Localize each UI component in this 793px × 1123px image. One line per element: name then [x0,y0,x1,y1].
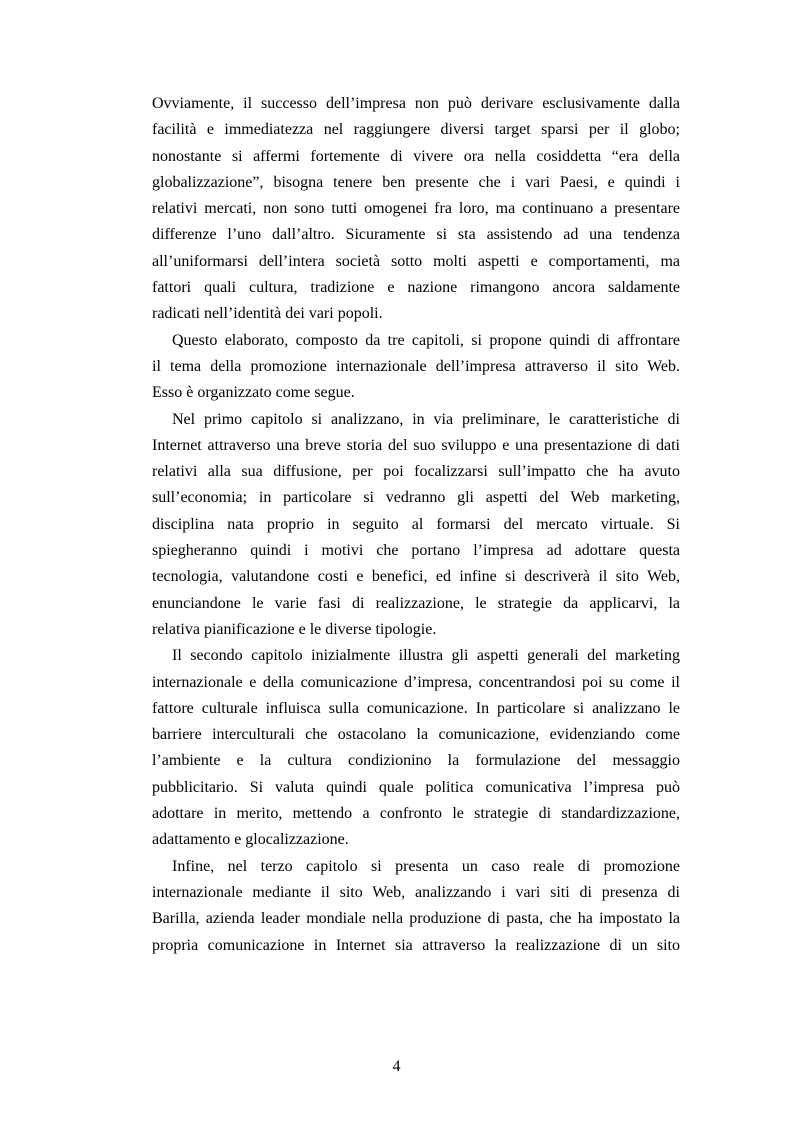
text-line: radicati nell’identità dei vari popoli. [152,305,383,323]
text-line: Ovviamente, il successo dell’impresa non può derivare esclusivamente dalla [152,95,680,112]
paragraph-1 [152,91,680,328]
text-line: Infine, nel terzo capitolo si presenta un caso reale di promozione [172,857,680,875]
text-line: relativa pianificazione e le diverse tipologie. [152,620,437,638]
text-line: Barilla, azienda leader mondiale nella produzione di pasta, che ha impostato la [152,910,680,928]
text-line: tecnologia, valutandone costi e benefici, ed infine si descriverà il sito Web, [152,568,680,586]
text-line: nonostante si affermi fortemente di vivere ora nella cosiddetta “era della [152,147,680,165]
paragraph-3 [152,407,680,644]
text-line: l’ambiente e la cultura condizionino la formulazione del messaggio [152,752,680,770]
text-line: Nel primo capitolo si analizzano, in via preliminare, le caratteristiche di [172,410,680,428]
text-line: spiegheranno quindi i motivi che portano l’impresa ad adottare questa [152,542,680,560]
text-line: relativi alla sua diffusione, per poi focalizzarsi sull’impatto che ha avuto [152,463,680,481]
text-line: propria comunicazione in Internet sia attraverso la realizzazione di un sito [152,936,680,954]
paragraph-4 [152,643,680,853]
text-line: fattore culturale influisca sulla comunicazione. In particolare si analizzano le [152,699,680,717]
body-text [152,91,680,959]
page-number: 4 [392,1058,401,1075]
text-line: internazionale mediante il sito Web, analizzando i vari siti di presenza di [152,883,680,901]
text-line: all’uniformarsi dell’intera società sotto molti aspetti e comportamenti, ma [152,252,680,270]
paragraph-2 [152,328,680,407]
paragraph-5 [152,854,680,959]
text-line: barriere interculturali che ostacolano la comunicazione, evidenziando come [152,726,680,744]
text-line: disciplina nata proprio in seguito al formarsi del mercato virtuale. Si [152,515,680,533]
text-line: Questo elaborato, composto da tre capitoli, si propone quindi di affrontare [172,331,680,349]
text-line: adattamento e glocalizzazione. [152,831,349,849]
text-line: il tema della promozione internazionale dell’impresa attraverso il sito Web. [152,357,680,375]
text-line: pubblicitario. Si valuta quindi quale politica comunicativa l’impresa può [152,778,680,796]
text-line: Internet attraverso una breve storia del suo sviluppo e una presentazione di dati [152,436,680,454]
text-line: facilità e immediatezza nel raggiungere diversi target sparsi per il globo; [152,121,680,139]
text-line: adottare in merito, mettendo a confronto le strategie di standardizzazione, [152,805,680,823]
text-line: fattori quali cultura, tradizione e nazione rimangono ancora saldamente [152,279,680,297]
text-line: enunciandone le varie fasi di realizzazione, le strategie da applicarvi, la [152,594,680,612]
text-line: globalizzazione”, bisogna tenere ben presente che i vari Paesi, e quindi i [152,173,680,191]
text-line: relativi mercati, non sono tutti omogenei fra loro, ma continuano a presentare [152,200,680,218]
text-line: internazionale e della comunicazione d’impresa, concentrandosi poi su come il [152,673,680,691]
text-line: differenze l’uno dall’altro. Sicuramente si sta assistendo ad una tendenza [152,226,680,244]
text-line: Esso è organizzato come segue. [152,384,355,402]
text-line: Il secondo capitolo inizialmente illustra gli aspetti generali del marketing [172,647,680,665]
text-line: sull’economia; in particolare si vedranno gli aspetti del Web marketing, [152,489,680,507]
